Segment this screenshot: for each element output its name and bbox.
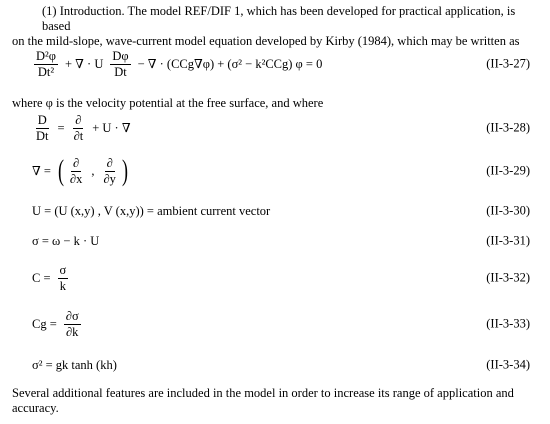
- frac-numerator: ∂: [75, 112, 82, 127]
- frac-numerator: ∂: [73, 155, 80, 170]
- frac-numerator: D: [37, 112, 47, 127]
- intro-line-2: on the mild-slope, wave-current model equation developed by Kirby (1984), which may be written as: [12, 34, 520, 48]
- equation-32: [0, 258, 550, 298]
- fraction-d-dt: [34, 114, 51, 143]
- closing-line-1: Several additional features are included in the model in order to increase its range of application and: [12, 386, 514, 400]
- equation-33: [0, 304, 550, 344]
- frac-numerator: Dφ: [112, 48, 129, 63]
- fraction-partial-dt: [72, 114, 86, 143]
- equation-number: (II-3-31): [486, 233, 530, 248]
- equation-30: [0, 196, 550, 226]
- fraction-d2phi-dt2: [34, 50, 58, 79]
- equation-32-lhs: C =: [32, 270, 51, 285]
- equation-27-rest: − ∇ · (CCg∇φ) + (σ² − k²CCg) φ = 0: [137, 57, 323, 71]
- equation-28: [0, 108, 550, 148]
- closing-paragraph: [12, 386, 542, 416]
- fraction-dphi-dt: [110, 50, 130, 79]
- frac-denominator: k: [59, 278, 67, 293]
- frac-denominator: Dt: [36, 128, 49, 143]
- fraction-sigma-k: [58, 264, 69, 293]
- comma-separator: ,: [91, 163, 95, 178]
- frac-denominator: ∂t: [73, 128, 84, 143]
- equation-31-body: σ = ω − k · U: [32, 233, 100, 248]
- equation-number: (II-3-29): [486, 163, 530, 178]
- equation-28-rest: + U · ∇: [92, 121, 131, 135]
- frac-denominator: ∂x: [69, 171, 83, 186]
- where-line: where φ is the velocity potential at the free surface, and where: [12, 96, 324, 110]
- fraction-partial-y: [101, 157, 117, 186]
- equation-29-body: [32, 150, 130, 192]
- fraction-partial-x: [68, 157, 84, 186]
- frac-denominator: ∂k: [66, 324, 79, 339]
- equation-33-lhs: Cg =: [32, 316, 57, 331]
- left-paren: (: [57, 154, 64, 187]
- intro-paragraph: [12, 4, 542, 49]
- equation-number: (II-3-33): [486, 316, 530, 331]
- equation-30-body: U = (U (x,y) , V (x,y)) = ambient current vector: [32, 203, 271, 218]
- equals-sign: =: [57, 120, 65, 135]
- equation-number: (II-3-28): [486, 120, 530, 135]
- equation-27: [0, 44, 550, 84]
- closing-line-2: accuracy.: [12, 401, 59, 415]
- right-paren: ): [121, 154, 128, 187]
- equation-31: [0, 226, 550, 256]
- frac-denominator: ∂y: [103, 171, 116, 186]
- equation-27-mid: + ∇ · U: [65, 57, 104, 71]
- equation-29-lhs: ∇ =: [32, 164, 51, 178]
- equation-33-body: [32, 304, 83, 344]
- equation-34: [0, 350, 550, 380]
- equation-32-body: [32, 258, 70, 298]
- frac-numerator: D²φ: [36, 48, 56, 63]
- frac-denominator: Dt: [114, 64, 127, 79]
- equation-number: (II-3-27): [486, 56, 530, 71]
- equation-number: (II-3-32): [486, 270, 530, 285]
- frac-numerator: ∂σ: [65, 308, 79, 323]
- equation-28-body: [32, 108, 136, 148]
- frac-denominator: Dt²: [37, 64, 55, 79]
- frac-numerator: ∂: [106, 155, 113, 170]
- fraction-dsigma-dk: [64, 310, 81, 339]
- equation-27-body: [32, 44, 327, 84]
- equation-29: [0, 150, 550, 192]
- frac-numerator: σ: [59, 262, 67, 277]
- equation-number: (II-3-30): [486, 203, 530, 218]
- equation-34-body: σ² = gk tanh (kh): [32, 357, 117, 372]
- intro-line-1: (1) Introduction. The model REF/DIF 1, which has been developed for practical application, is based: [42, 4, 516, 33]
- equation-number: (II-3-34): [486, 357, 530, 372]
